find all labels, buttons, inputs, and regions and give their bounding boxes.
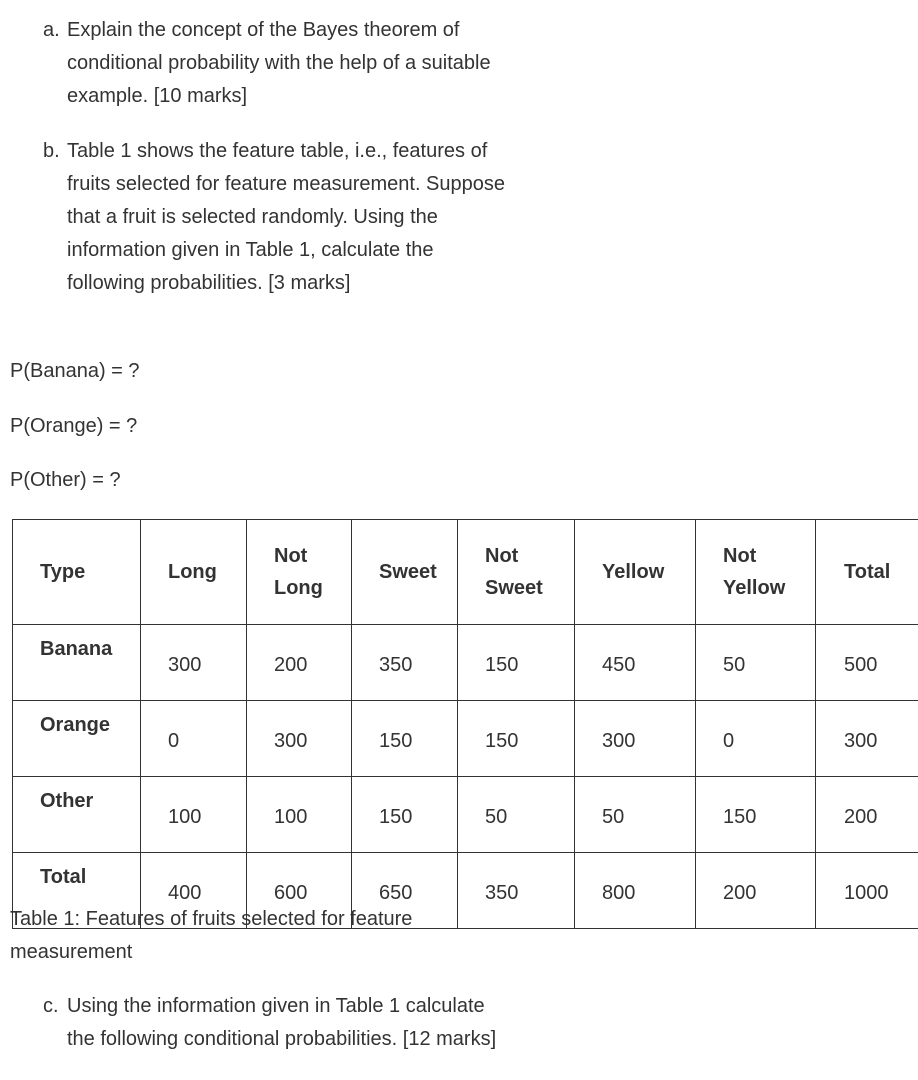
table-cell: 100 (247, 777, 352, 853)
question-b (43, 135, 513, 300)
table-cell: 350 (458, 853, 575, 929)
header-total: Total (816, 520, 918, 625)
table-cell: 800 (575, 853, 696, 929)
table-cell: 300 (816, 701, 918, 777)
question-a-text: Explain the concept of the Bayes theorem of conditional probability with the help of a suitable example. [10 marks] (67, 19, 491, 107)
table-cell: 200 (816, 777, 918, 853)
table-cell: 100 (141, 777, 247, 853)
table-cell: 0 (696, 701, 816, 777)
header-yellow: Yellow (575, 520, 696, 625)
table-row (13, 777, 918, 853)
question-b-text: Table 1 shows the feature table, i.e., features of fruits selected for feature measurement. Suppose that a fruit is selected randomly. Using the information given in Table 1, calculate the following probabilities. [3 marks] (67, 140, 506, 294)
header-not-long: Not Long (247, 520, 352, 625)
table-cell: 50 (458, 777, 575, 853)
question-c-text: Using the information given in Table 1 calculate the following conditional probabilities. [12 marks] (67, 995, 497, 1050)
probability-banana: P(Banana) = ? (10, 360, 140, 382)
table-row (13, 701, 918, 777)
header-long: Long (141, 520, 247, 625)
question-a-label: a. (43, 19, 60, 41)
table-row (13, 625, 918, 701)
table-cell: 350 (352, 625, 458, 701)
question-a (43, 14, 513, 113)
row-label: Total (13, 853, 141, 929)
table-cell: 50 (696, 625, 816, 701)
table-cell: 150 (458, 701, 575, 777)
table-cell: 50 (575, 777, 696, 853)
question-c (43, 990, 513, 1056)
row-label: Orange (13, 701, 141, 777)
table-cell: 300 (575, 701, 696, 777)
table-header-row (13, 520, 918, 625)
table-cell: 600 (247, 853, 352, 929)
table-cell: 200 (696, 853, 816, 929)
question-c-label: c. (43, 995, 59, 1017)
header-type: Type (13, 520, 141, 625)
header-not-yellow: Not Yellow (696, 520, 816, 625)
header-not-sweet: Not Sweet (458, 520, 575, 625)
table-cell: 0 (141, 701, 247, 777)
row-label: Banana (13, 625, 141, 701)
table-cell: 200 (247, 625, 352, 701)
row-label: Other (13, 777, 141, 853)
feature-table (12, 519, 918, 929)
table-cell: 150 (696, 777, 816, 853)
table-cell: 500 (816, 625, 918, 701)
table-cell: 400 (141, 853, 247, 929)
table-caption: Table 1: Features of fruits selected for feature measurement (10, 908, 413, 963)
table-cell: 650 (352, 853, 458, 929)
table-cell: 1000 (816, 853, 918, 929)
table-cell: 300 (247, 701, 352, 777)
table-cell: 300 (141, 625, 247, 701)
probability-other: P(Other) = ? (10, 469, 121, 491)
table-cell: 150 (458, 625, 575, 701)
table-cell: 150 (352, 777, 458, 853)
header-sweet: Sweet (352, 520, 458, 625)
probability-orange: P(Orange) = ? (10, 415, 138, 437)
table-cell: 450 (575, 625, 696, 701)
table-cell: 150 (352, 701, 458, 777)
question-b-label: b. (43, 140, 60, 162)
